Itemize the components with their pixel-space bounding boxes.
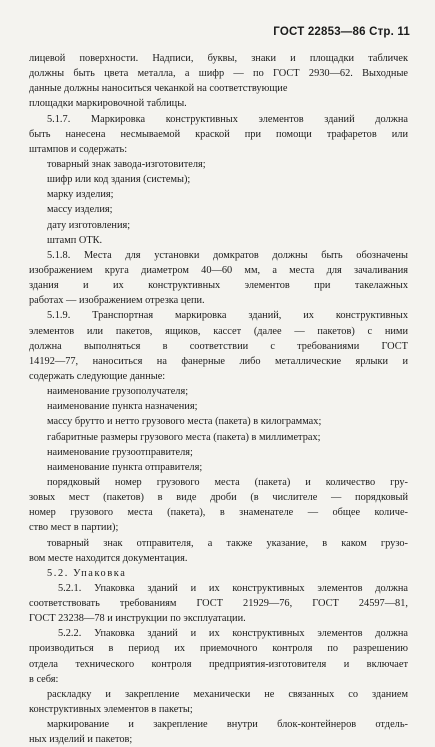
page-header: ГОСТ 22853—86 Стр. 11 <box>273 26 410 38</box>
text-line: 5.2. Упаковка <box>47 567 127 579</box>
text-line: изображением круга диаметром 40—60 мм, а места для зачаливания <box>29 264 408 276</box>
text-line: 5.1.8. Места для установки домкратов должны быть обозначены <box>47 249 408 261</box>
text-line: лицевой поверхности. Надписи, буквы, знаки и площадки табличек <box>29 53 408 64</box>
text-line: зовых мест (пакетов) в виде дроби (в числителе — порядковый <box>29 492 408 504</box>
text-line: здания и их конструктивных элементов при такелажных <box>29 280 408 292</box>
text-line: раскладку и закрепление механически не связанных со зданием <box>47 688 408 700</box>
text-line: конструктивных элементов в пакеты; <box>29 704 193 716</box>
text-line: марку изделия; <box>47 189 114 201</box>
text-line: 14192—77, наноситься на фанерные либо металлические ярлыки и <box>29 355 408 367</box>
text-line: площадки маркировочной таблицы. <box>29 98 187 110</box>
text-line: вом месте находится документация. <box>29 552 188 564</box>
text-line: отдела технического контроля предприятия-изготовителя и включает <box>29 658 408 670</box>
text-line: наименование пункта назначения; <box>47 401 198 413</box>
text-line: быть нанесена несмываемой краской при помощи трафаретов или <box>29 128 408 140</box>
text-line: массу брутто и нетто грузового места (пакета) в килограммах; <box>47 416 322 428</box>
text-line: товарный знак завода-изготовителя; <box>47 158 206 170</box>
text-line: ных изделий и пакетов; <box>29 734 133 746</box>
text-line: в себя: <box>29 673 59 685</box>
text-line: дату изготовления; <box>47 219 131 231</box>
text-line: элементов или пакетов, ящиков, кассет (далее — пакетов) с ними <box>29 325 408 337</box>
text-line: шифр или код здания (системы); <box>47 174 191 186</box>
text-line: соответствовать требованиям ГОСТ 21929—76, ГОСТ 24597—81, <box>29 598 408 610</box>
text-line: номер грузового места (пакета), в знаменателе — общее количе- <box>29 507 408 519</box>
text-line: ство мест в партии); <box>29 522 119 534</box>
text-line: наименование грузополучателя; <box>47 386 189 398</box>
text-line: порядковый номер грузового места (пакета) и количество гру- <box>47 476 408 488</box>
text-line: ГОСТ 23238—78 и инструкции по эксплуатации. <box>29 613 246 625</box>
text-line: производиться в период их приемочного контроля по разрешению <box>29 643 408 655</box>
text-line: 5.1.7. Маркировка конструктивных элементов зданий должна <box>47 113 408 125</box>
text-line: 5.2.1. Упаковка зданий и их конструктивных элементов должна <box>58 582 408 594</box>
text-line: работах — изображением отрезка цепи. <box>29 295 205 307</box>
text-line: содержать следующие данные: <box>29 370 166 382</box>
text-line: должна выполняться в соответствии с требованиями ГОСТ <box>29 340 408 352</box>
text-line: габаритные размеры грузового места (пакета) в миллиметрах; <box>47 431 321 443</box>
text-line: массу изделия; <box>47 204 113 216</box>
text-line: маркирование и закрепление внутри блок-контейнеров отдель- <box>47 719 408 731</box>
text-line: 5.2.2. Упаковка зданий и их конструктивных элементов должна <box>58 628 408 640</box>
document-body <box>29 51 408 747</box>
text-line: данные должны наноситься чеканкой на соответствующие <box>29 83 288 95</box>
text-line: штамп ОТК. <box>47 234 103 246</box>
text-line: 5.1.9. Транспортная маркировка зданий, их конструктивных <box>47 310 408 322</box>
text-line: штампов и содержать: <box>29 143 128 155</box>
text-line: должны быть цвета металла, а шифр — по ГОСТ 2930—62. Выходные <box>29 68 408 80</box>
text-line: наименование пункта отправителя; <box>47 461 203 473</box>
text-line: наименование грузоотправителя; <box>47 446 193 458</box>
text-line: товарный знак отправителя, а также указание, в каком грузо- <box>47 537 408 549</box>
